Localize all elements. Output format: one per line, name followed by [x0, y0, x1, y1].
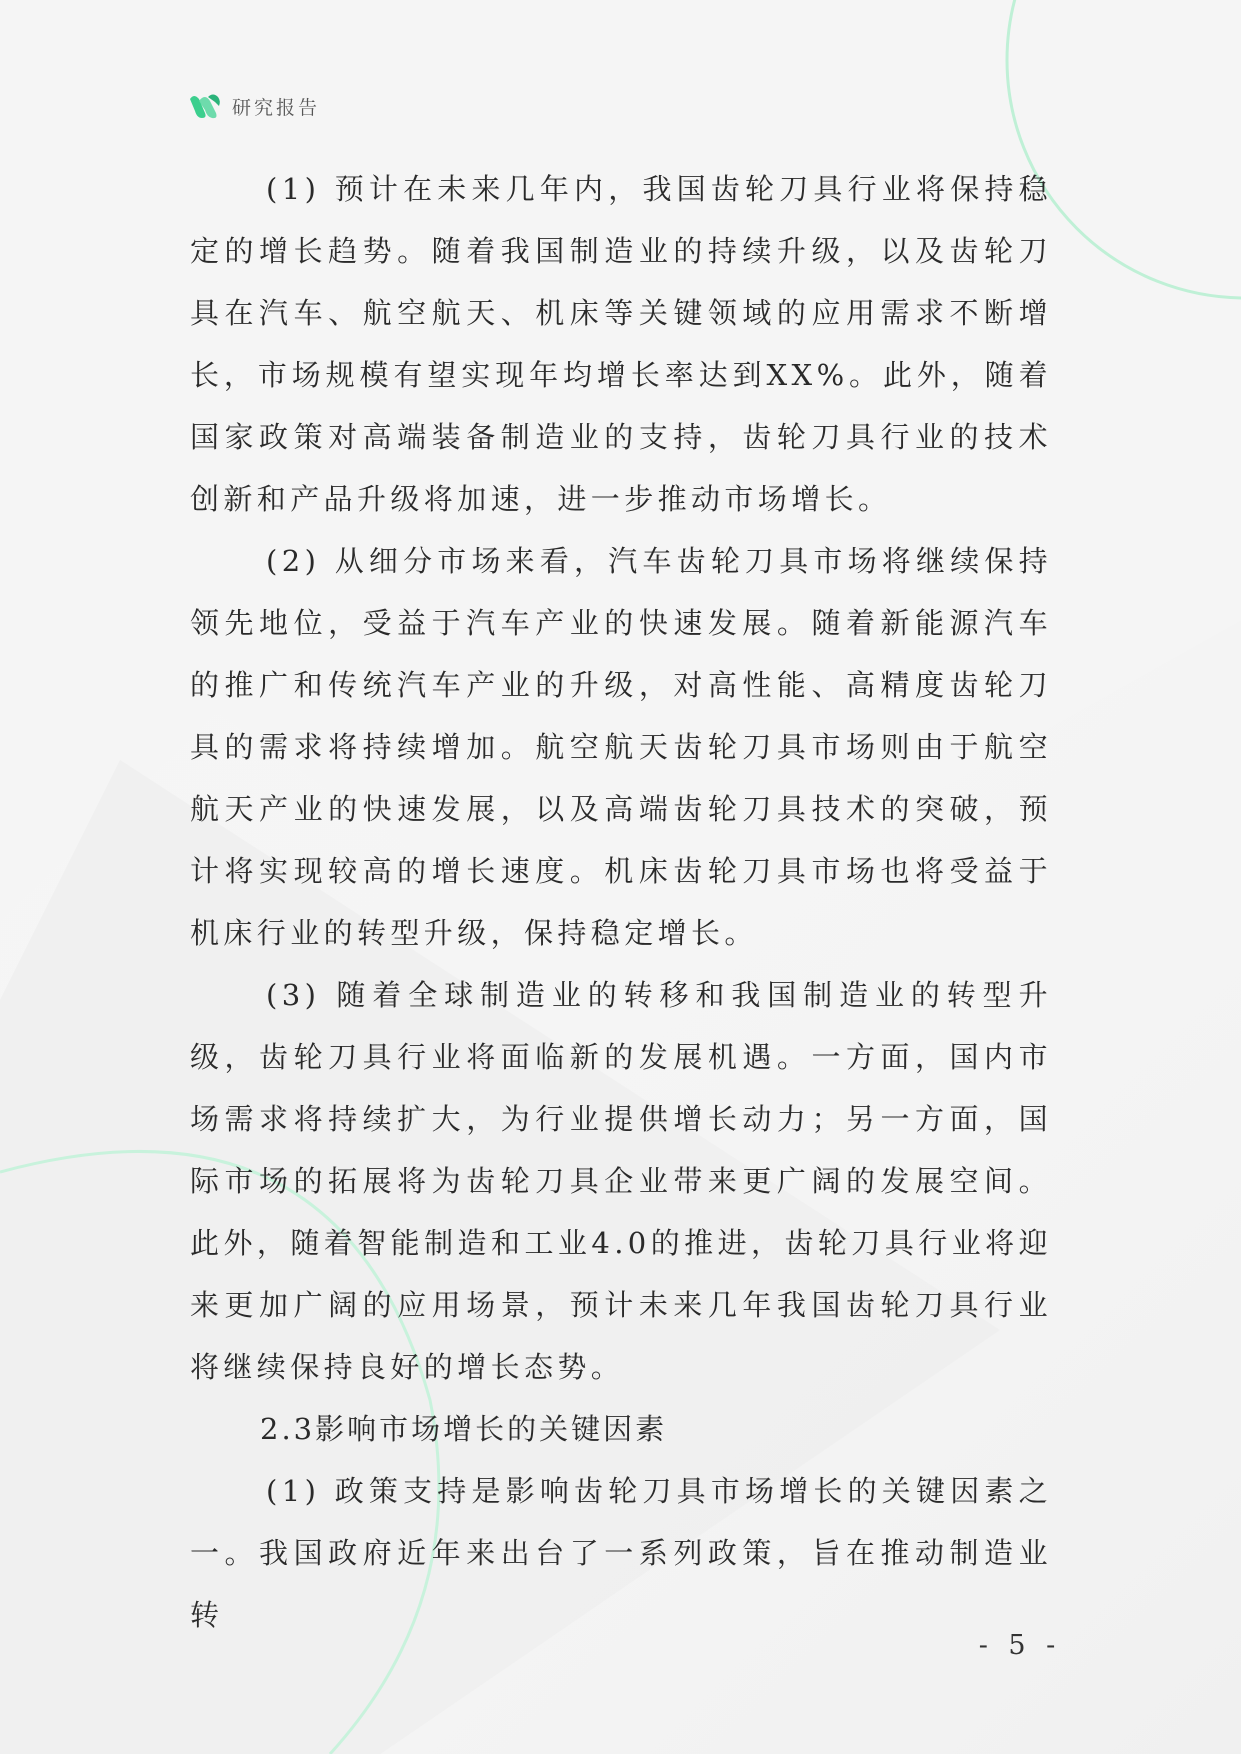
- paragraph-3: (3) 随着全球制造业的转移和我国制造业的转型升级，齿轮刀具行业将面临新的发展机遇。一方面，国内市场需求将持续扩大，为行业提供增长动力；另一方面，国际市场的拓展将为齿轮刀具企业带来更广阔的发展空间。此外，随着智能制造和工业4.0的推进，齿轮刀具行业将迎来更加广阔的应用场景，预计未来几年我国齿轮刀具行业将继续保持良好的增长态势。: [190, 978, 1052, 1384]
- paragraph-2: (2) 从细分市场来看，汽车齿轮刀具市场将继续保持领先地位，受益于汽车产业的快速发展。随着新能源汽车的推广和传统汽车产业的升级，对高性能、高精度齿轮刀具的需求将持续增加。航空航天齿轮刀具市场则由于航空航天产业的快速发展，以及高端齿轮刀具技术的突破，预计将实现较高的增长速度。机床齿轮刀具市场也将受益于机床行业的转型升级，保持稳定增长。: [190, 544, 1052, 950]
- document-body: [190, 158, 1052, 1646]
- paragraph-1: (1) 预计在未来几年内，我国齿轮刀具行业将保持稳定的增长趋势。随着我国制造业的持续升级，以及齿轮刀具在汽车、航空航天、机床等关键领域的应用需求不断增长，市场规模有望实现年均增长率达到XX%。此外，随着国家政策对高端装备制造业的支持，齿轮刀具行业的技术创新和产品升级将加速，进一步推动市场增长。: [190, 172, 1052, 516]
- page-header: [188, 88, 320, 124]
- paragraph-4: (1) 政策支持是影响齿轮刀具市场增长的关键因素之一。我国政府近年来出台了一系列政策，旨在推动制造业转: [190, 1474, 1052, 1632]
- header-title: 研究报告: [232, 96, 321, 119]
- brand-logo-icon: [188, 91, 222, 121]
- page-number: - 5 -: [978, 1630, 1062, 1661]
- section-heading: 2.3影响市场增长的关键因素: [260, 1412, 668, 1446]
